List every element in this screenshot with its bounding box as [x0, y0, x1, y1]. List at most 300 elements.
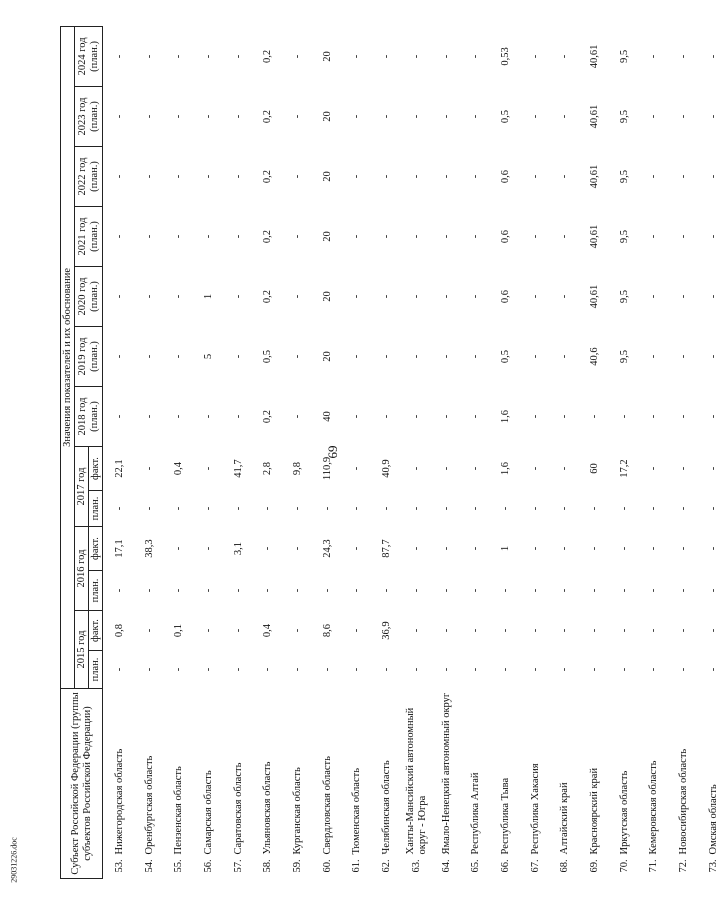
- value-cell: -: [203, 174, 215, 179]
- value-cell: -: [173, 54, 185, 59]
- value-cell: -: [529, 354, 541, 359]
- value-cell: -: [173, 414, 185, 419]
- value-cell: 24,3: [321, 539, 333, 558]
- value-cell: -: [292, 174, 304, 179]
- value-cell: -: [410, 667, 422, 672]
- value-cell: -: [113, 174, 125, 179]
- value-cell: -: [381, 506, 393, 511]
- indicators-header: Значения показателей и их обоснование: [61, 26, 75, 688]
- year-2021-header: 2021 год (план.): [75, 207, 103, 267]
- year-2020-header: 2020 год (план.): [75, 267, 103, 327]
- value-cell: 0,53: [499, 47, 511, 66]
- value-cell: -: [173, 506, 185, 511]
- value-cell: 20: [321, 111, 333, 122]
- value-cell: -: [678, 628, 690, 633]
- value-cell: -: [707, 667, 719, 672]
- value-cell: -: [143, 174, 155, 179]
- value-cell: -: [678, 234, 690, 239]
- table-row: [283, 26, 313, 878]
- value-cell: 0,4: [173, 461, 185, 476]
- value-cell: -: [529, 234, 541, 239]
- value-cell: -: [173, 354, 185, 359]
- value-cell: -: [559, 414, 571, 419]
- value-cell: -: [381, 234, 393, 239]
- value-cell: -: [232, 174, 244, 179]
- value-cell: -: [143, 466, 155, 471]
- value-cell: 0,2: [262, 109, 274, 124]
- value-cell: 40,9: [381, 459, 393, 478]
- value-cell: -: [678, 506, 690, 511]
- value-cell: -: [292, 546, 304, 551]
- value-cell: 0,2: [262, 169, 274, 184]
- subject-name: Иркутская область: [618, 770, 630, 855]
- value-cell: -: [173, 234, 185, 239]
- value-cell: -: [410, 234, 422, 239]
- table-body: [103, 26, 728, 878]
- table-row: [432, 26, 462, 878]
- value-cell: 1: [499, 545, 511, 552]
- value-cell: -: [381, 174, 393, 179]
- plan-2016-header: план.: [89, 571, 103, 611]
- value-cell: -: [499, 506, 511, 511]
- value-cell: -: [559, 354, 571, 359]
- value-cell: -: [618, 628, 630, 633]
- value-cell: -: [559, 114, 571, 119]
- table-row: [313, 26, 343, 878]
- value-cell: -: [559, 506, 571, 511]
- value-cell: -: [559, 588, 571, 593]
- value-cell: -: [351, 667, 363, 672]
- value-cell: -: [559, 546, 571, 551]
- value-cell: -: [470, 294, 482, 299]
- value-cell: -: [707, 588, 719, 593]
- value-cell: -: [410, 414, 422, 419]
- value-cell: -: [707, 546, 719, 551]
- subject-name: Омская область: [707, 784, 719, 855]
- value-cell: -: [529, 466, 541, 471]
- subject-name: Тюменская область: [351, 767, 363, 855]
- value-cell: -: [559, 54, 571, 59]
- table-row: [491, 26, 521, 878]
- value-cell: -: [143, 506, 155, 511]
- value-cell: -: [351, 54, 363, 59]
- value-cell: 40,61: [588, 104, 600, 129]
- value-cell: -: [707, 506, 719, 511]
- value-cell: -: [203, 588, 215, 593]
- value-cell: -: [143, 114, 155, 119]
- value-cell: 9,5: [618, 49, 630, 63]
- value-cell: -: [381, 54, 393, 59]
- table-row: [521, 26, 551, 878]
- value-cell: -: [113, 414, 125, 419]
- value-cell: -: [113, 234, 125, 239]
- row-number: 56.: [203, 859, 215, 873]
- value-cell: 40,6: [588, 347, 600, 366]
- year-2023-header: 2023 год (план.): [75, 87, 103, 147]
- value-cell: 1: [203, 293, 215, 300]
- value-cell: -: [470, 174, 482, 179]
- year-2016-header: 2016 год: [75, 527, 89, 611]
- value-cell: -: [470, 588, 482, 593]
- value-cell: -: [292, 588, 304, 593]
- fact-2017-header: факт.: [89, 447, 103, 491]
- value-cell: -: [707, 54, 719, 59]
- subject-name: Самарская область: [203, 770, 215, 855]
- value-cell: -: [351, 588, 363, 593]
- subject-name: Ямало-Ненецкий автономный округ: [440, 692, 452, 855]
- value-cell: -: [707, 628, 719, 633]
- value-cell: -: [529, 628, 541, 633]
- value-cell: -: [559, 466, 571, 471]
- fact-2015-header: факт.: [89, 611, 103, 651]
- value-cell: -: [440, 294, 452, 299]
- value-cell: -: [143, 54, 155, 59]
- value-cell: -: [262, 667, 274, 672]
- value-cell: -: [648, 294, 660, 299]
- value-cell: -: [559, 174, 571, 179]
- value-cell: -: [351, 114, 363, 119]
- value-cell: -: [381, 667, 393, 672]
- value-cell: -: [648, 174, 660, 179]
- value-cell: -: [410, 588, 422, 593]
- table-row: [550, 26, 580, 878]
- value-cell: -: [588, 667, 600, 672]
- value-cell: -: [470, 667, 482, 672]
- value-cell: 0,6: [499, 169, 511, 184]
- value-cell: -: [678, 667, 690, 672]
- value-cell: -: [113, 667, 125, 672]
- value-cell: -: [470, 414, 482, 419]
- value-cell: -: [529, 114, 541, 119]
- value-cell: -: [410, 54, 422, 59]
- row-number: 67.: [529, 859, 541, 873]
- value-cell: 40,61: [588, 284, 600, 309]
- value-cell: -: [559, 628, 571, 633]
- plan-2015-header: план.: [89, 651, 103, 689]
- value-cell: -: [232, 667, 244, 672]
- table-row: [194, 26, 224, 878]
- value-cell: 40,61: [588, 44, 600, 69]
- value-cell: -: [351, 414, 363, 419]
- value-cell: -: [410, 354, 422, 359]
- table-row: [699, 26, 728, 878]
- value-cell: 9,5: [618, 229, 630, 244]
- value-cell: -: [440, 588, 452, 593]
- value-cell: -: [648, 667, 660, 672]
- value-cell: -: [440, 667, 452, 672]
- value-cell: -: [588, 588, 600, 593]
- value-cell: -: [470, 54, 482, 59]
- value-cell: -: [529, 294, 541, 299]
- value-cell: 9,5: [618, 169, 630, 184]
- row-number: 65.: [470, 859, 482, 873]
- value-cell: -: [559, 667, 571, 672]
- table-row: [224, 26, 254, 878]
- value-cell: -: [232, 588, 244, 593]
- subject-name: Республика Тыва: [499, 777, 511, 855]
- value-cell: -: [648, 114, 660, 119]
- value-cell: -: [143, 414, 155, 419]
- value-cell: -: [678, 54, 690, 59]
- value-cell: -: [648, 546, 660, 551]
- value-cell: -: [618, 414, 630, 419]
- value-cell: -: [440, 234, 452, 239]
- value-cell: -: [678, 588, 690, 593]
- value-cell: -: [173, 174, 185, 179]
- value-cell: -: [113, 114, 125, 119]
- subject-name: Челябинская область: [381, 760, 393, 855]
- year-2017-header: 2017 год: [75, 447, 89, 527]
- value-cell: 22,1: [113, 459, 125, 478]
- value-cell: -: [410, 294, 422, 299]
- table-row: [103, 26, 135, 878]
- value-cell: -: [499, 667, 511, 672]
- value-cell: -: [618, 506, 630, 511]
- value-cell: -: [648, 414, 660, 419]
- value-cell: -: [529, 54, 541, 59]
- value-cell: -: [559, 234, 571, 239]
- value-cell: -: [113, 588, 125, 593]
- value-cell: 17,2: [618, 459, 630, 478]
- value-cell: -: [470, 506, 482, 511]
- value-cell: -: [262, 546, 274, 551]
- value-cell: -: [381, 114, 393, 119]
- value-cell: -: [232, 54, 244, 59]
- value-cell: -: [678, 294, 690, 299]
- value-cell: -: [648, 234, 660, 239]
- value-cell: -: [678, 414, 690, 419]
- value-cell: -: [113, 354, 125, 359]
- value-cell: 0,2: [262, 409, 274, 424]
- value-cell: -: [678, 114, 690, 119]
- value-cell: 0,5: [499, 349, 511, 364]
- table-row: [580, 26, 610, 878]
- value-cell: 60: [588, 463, 600, 474]
- table-row: [372, 26, 402, 878]
- value-cell: -: [351, 628, 363, 633]
- table-row: [135, 26, 165, 878]
- value-cell: -: [232, 114, 244, 119]
- year-2015-header: 2015 год: [75, 611, 89, 689]
- value-cell: -: [321, 667, 333, 672]
- value-cell: -: [173, 667, 185, 672]
- plan-2017-header: план.: [89, 491, 103, 527]
- value-cell: -: [529, 414, 541, 419]
- value-cell: -: [707, 414, 719, 419]
- value-cell: -: [173, 546, 185, 551]
- value-cell: -: [470, 354, 482, 359]
- value-cell: 2,8: [262, 461, 274, 476]
- subject-name: Курганская область: [292, 767, 304, 855]
- value-cell: -: [648, 54, 660, 59]
- value-cell: 0,4: [262, 623, 274, 638]
- value-cell: -: [440, 414, 452, 419]
- value-cell: -: [410, 466, 422, 471]
- row-number: 69.: [588, 859, 600, 873]
- value-cell: -: [529, 506, 541, 511]
- value-cell: 0,5: [499, 109, 511, 124]
- value-cell: -: [203, 234, 215, 239]
- subject-header: Субъект Российской Федерации (группы субъектов Российской Федерации): [61, 689, 103, 879]
- fact-2016-header: факт.: [89, 527, 103, 571]
- row-number: 64.: [440, 859, 452, 873]
- value-cell: -: [143, 588, 155, 593]
- row-number: 55.: [173, 859, 185, 873]
- value-cell: -: [440, 546, 452, 551]
- year-2019-header: 2019 год (план.): [75, 327, 103, 387]
- value-cell: -: [678, 174, 690, 179]
- value-cell: 17,1: [113, 539, 125, 558]
- value-cell: -: [381, 294, 393, 299]
- row-number: 57.: [232, 859, 244, 873]
- value-cell: 20: [321, 351, 333, 362]
- row-number: 70.: [618, 859, 630, 873]
- value-cell: -: [707, 234, 719, 239]
- row-number: 54.: [143, 859, 155, 873]
- value-cell: -: [678, 354, 690, 359]
- value-cell: -: [292, 667, 304, 672]
- value-cell: -: [351, 294, 363, 299]
- value-cell: -: [351, 234, 363, 239]
- value-cell: -: [143, 628, 155, 633]
- value-cell: -: [351, 174, 363, 179]
- value-cell: -: [440, 506, 452, 511]
- subject-name: Пензенская область: [173, 766, 185, 855]
- value-cell: -: [203, 466, 215, 471]
- indicators-table: [60, 26, 728, 879]
- value-cell: -: [410, 174, 422, 179]
- value-cell: -: [678, 546, 690, 551]
- value-cell: -: [470, 114, 482, 119]
- value-cell: -: [292, 234, 304, 239]
- value-cell: 41,7: [232, 459, 244, 478]
- value-cell: -: [203, 628, 215, 633]
- value-cell: -: [648, 466, 660, 471]
- value-cell: 5: [203, 353, 215, 360]
- row-number: 63.: [410, 859, 422, 873]
- value-cell: -: [203, 114, 215, 119]
- value-cell: 40: [321, 411, 333, 422]
- row-number: 53.: [113, 859, 125, 873]
- value-cell: -: [440, 174, 452, 179]
- value-cell: -: [470, 466, 482, 471]
- value-cell: 0,6: [499, 289, 511, 304]
- row-number: 59.: [292, 859, 304, 873]
- rotated-table-wrapper: [60, 27, 719, 879]
- value-cell: -: [292, 294, 304, 299]
- value-cell: -: [678, 466, 690, 471]
- value-cell: -: [232, 354, 244, 359]
- value-cell: -: [143, 234, 155, 239]
- value-cell: -: [529, 546, 541, 551]
- row-number: 68.: [559, 859, 571, 873]
- table-row: [343, 26, 373, 878]
- value-cell: 110,9: [321, 456, 333, 481]
- table-row: [164, 26, 194, 878]
- value-cell: 3,1: [232, 541, 244, 556]
- value-cell: -: [618, 667, 630, 672]
- value-cell: -: [588, 506, 600, 511]
- value-cell: -: [707, 354, 719, 359]
- value-cell: -: [648, 354, 660, 359]
- subject-name: Кемеровская область: [648, 760, 660, 855]
- row-number: 66.: [499, 859, 511, 873]
- value-cell: -: [292, 414, 304, 419]
- value-cell: -: [232, 506, 244, 511]
- value-cell: -: [707, 174, 719, 179]
- value-cell: -: [351, 546, 363, 551]
- subject-name: Республика Хакасия: [529, 763, 541, 855]
- row-number: 71.: [648, 859, 660, 873]
- value-cell: 8,6: [321, 623, 333, 638]
- year-2022-header: 2022 год (план.): [75, 147, 103, 207]
- value-cell: -: [292, 506, 304, 511]
- table-row: [402, 26, 432, 878]
- value-cell: -: [648, 506, 660, 511]
- value-cell: -: [173, 294, 185, 299]
- value-cell: -: [381, 354, 393, 359]
- subject-name: Республика Алтай: [470, 772, 482, 855]
- value-cell: -: [470, 234, 482, 239]
- subject-name: Оренбургская область: [143, 755, 155, 855]
- subject-name: Ханты-Мансийский автономный округ - Югра: [404, 707, 428, 855]
- value-cell: -: [470, 546, 482, 551]
- value-cell: -: [113, 506, 125, 511]
- value-cell: 38,3: [143, 539, 155, 558]
- value-cell: -: [203, 54, 215, 59]
- value-cell: -: [648, 588, 660, 593]
- value-cell: -: [440, 466, 452, 471]
- table-header: [61, 26, 103, 878]
- value-cell: 40,61: [588, 164, 600, 189]
- value-cell: -: [410, 628, 422, 633]
- value-cell: -: [707, 294, 719, 299]
- value-cell: 0,5: [262, 349, 274, 364]
- value-cell: 9,5: [618, 109, 630, 124]
- value-cell: -: [440, 628, 452, 633]
- table-row: [253, 26, 283, 878]
- value-cell: -: [143, 667, 155, 672]
- value-cell: 0,8: [113, 623, 125, 638]
- footer-filename: 29031226.doc: [9, 837, 19, 883]
- row-number: 60.: [321, 859, 333, 873]
- row-number: 62.: [381, 859, 393, 873]
- value-cell: 9,5: [618, 289, 630, 304]
- value-cell: -: [262, 588, 274, 593]
- value-cell: -: [470, 628, 482, 633]
- value-cell: -: [588, 546, 600, 551]
- value-cell: -: [203, 414, 215, 419]
- value-cell: -: [529, 588, 541, 593]
- value-cell: 0,1: [173, 623, 185, 638]
- value-cell: 0,2: [262, 289, 274, 304]
- value-cell: 1,6: [499, 461, 511, 476]
- subject-name: Свердловская область: [321, 756, 333, 855]
- value-cell: -: [232, 414, 244, 419]
- value-cell: -: [292, 628, 304, 633]
- value-cell: -: [559, 294, 571, 299]
- value-cell: 36,9: [381, 621, 393, 640]
- page-number: 69: [325, 445, 340, 459]
- value-cell: -: [173, 588, 185, 593]
- value-cell: -: [203, 667, 215, 672]
- value-cell: 20: [321, 51, 333, 62]
- value-cell: -: [113, 294, 125, 299]
- value-cell: -: [321, 588, 333, 593]
- value-cell: 20: [321, 291, 333, 302]
- value-cell: -: [321, 506, 333, 511]
- value-cell: -: [381, 588, 393, 593]
